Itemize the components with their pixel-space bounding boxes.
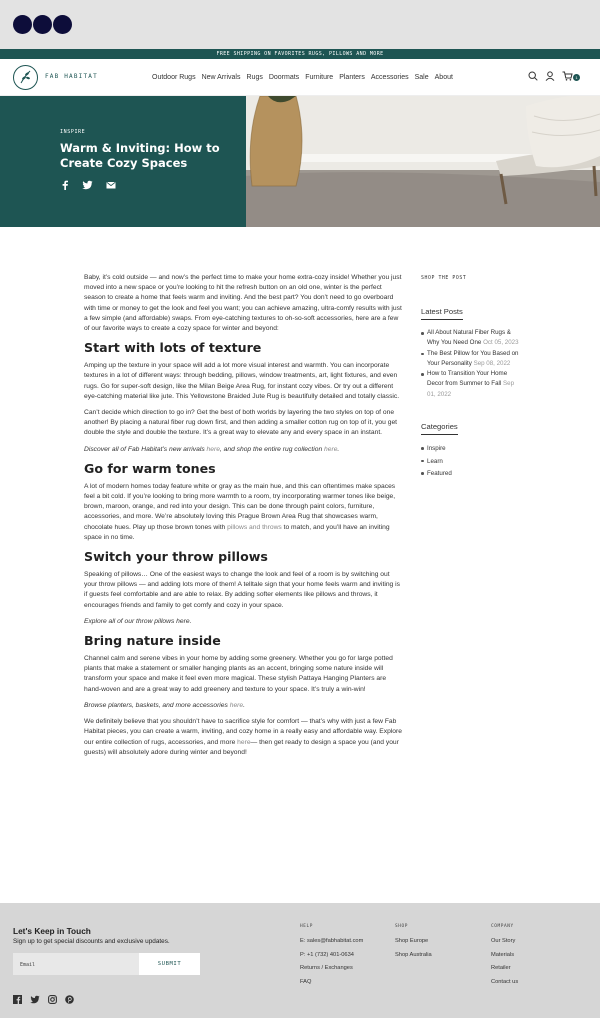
- pillows-throws-link[interactable]: pillows and throws: [227, 523, 282, 531]
- materials-link[interactable]: Materials: [491, 951, 515, 958]
- new-arrivals-link[interactable]: here: [206, 445, 220, 453]
- site-header: [0, 59, 600, 96]
- window-dot-3[interactable]: [53, 15, 72, 34]
- section-heading-throw-pillows: Switch your throw pillows: [84, 549, 268, 565]
- instagram-icon[interactable]: [48, 995, 57, 1004]
- latest-posts-heading: Latest Posts: [421, 307, 463, 320]
- newsletter-subtitle: Sign up to get special discounts and exclusive updates.: [13, 938, 170, 945]
- help-heading: HELP: [300, 924, 313, 929]
- email-input[interactable]: Email: [13, 953, 139, 975]
- rug-collection-link[interactable]: here: [324, 445, 338, 453]
- shop-europe-link[interactable]: Shop Europe: [395, 938, 429, 944]
- cart-icon[interactable]: [562, 71, 573, 81]
- hero-kicker[interactable]: INSPIRE: [60, 129, 86, 135]
- section-heading-texture: Start with lots of texture: [84, 340, 262, 356]
- paragraph: Speaking of pillows… One of the easiest ways to change the look and feel of a room is by switching out your throw pillows — and adding lots more of them! A telltale sign that your home feels warm and inviting is if guests feel comfortable and are able to relax. By adding softer elements like pillows and throws, it encourages friends and family to get comfy and cozy in your space.: [84, 571, 400, 609]
- post-title[interactable]: All About Natural Fiber Rugs & Why You Need One: [427, 329, 511, 347]
- nav-outdoor-rugs[interactable]: Outdoor Rugs: [152, 74, 196, 81]
- facebook-icon[interactable]: [61, 180, 69, 190]
- newsletter-title: Let's Keep in Touch: [13, 926, 91, 936]
- paragraph: [84, 701, 404, 711]
- company-heading: COMPANY: [491, 924, 514, 929]
- social-links: [13, 995, 74, 1004]
- collection-link[interactable]: here: [237, 738, 251, 746]
- sidebar: [421, 276, 521, 503]
- contact-phone-link[interactable]: P: +1 (732) 401-0634: [300, 951, 354, 958]
- nav-new-arrivals[interactable]: New Arrivals: [201, 74, 241, 81]
- promo-bar: FREE SHIPPING ON FAVORITES RUGS, PILLOWS AND MORE: [0, 49, 600, 59]
- section-heading-warm-tones: Go for warm tones: [84, 460, 216, 476]
- post-title[interactable]: The Best Pillow for You Based on Your Personality: [427, 349, 519, 367]
- email-share-icon[interactable]: [106, 180, 116, 190]
- article-intro: Baby, it’s cold outside — and now’s the perfect time to make your home extra-cozy inside! Whether you just moved into a new space or you’re looking to hit the refresh button on an old one, winter is the perfect season to create a home that feels warm and inviting. And the best part? You don’t need to go overboard with time or money to get the look and feel you want; you can achieve amazing, ultra-comfy results with just a few simple (and affordable) swaps. From eye-catching textures to oh-so-soft accessories, here are a few of our favorite ways to create a cozy space for winter and beyond:: [84, 274, 402, 333]
- shop-column: [395, 924, 432, 962]
- category-learn[interactable]: Learn: [421, 456, 521, 469]
- hero-panel: [0, 96, 246, 227]
- nav-about[interactable]: About: [434, 74, 453, 81]
- browser-chrome: [0, 0, 600, 49]
- faq-link[interactable]: FAQ: [300, 979, 312, 986]
- shop-the-post-label: SHOP THE POST: [421, 276, 467, 281]
- paragraph: [84, 617, 404, 627]
- categories-list: [421, 443, 521, 481]
- retailer-link[interactable]: Retailer: [491, 965, 511, 972]
- section-heading-nature: Bring nature inside: [84, 633, 221, 649]
- paragraph-text: We definitely believe that you shouldn’t have to sacrifice style for comfort — that’s why with just a few Fab Habitat pieces, you can create a warm, inviting, and cozy home in a really easy and affordable way. Explore our entire collection of rugs, accessories, and more: [84, 718, 402, 746]
- cart-count-badge: 1: [573, 74, 580, 81]
- our-story-link[interactable]: Our Story: [491, 938, 516, 944]
- contact-us-link[interactable]: Contact us: [491, 979, 519, 986]
- share-links: [61, 180, 116, 190]
- paragraph-text: to match, and you’ll have an inviting space in no time.: [84, 523, 390, 541]
- window-dot-1[interactable]: [13, 15, 32, 34]
- paragraph-text: , and shop the entire rug collection: [219, 445, 325, 453]
- latest-posts-list: [421, 328, 521, 400]
- brand-name[interactable]: FAB HABITAT: [45, 73, 98, 80]
- hero-image: [246, 96, 600, 227]
- list-item[interactable]: [421, 328, 521, 349]
- paragraph: [84, 445, 404, 455]
- returns-link[interactable]: Returns / Exchanges: [300, 965, 353, 972]
- shop-australia-link[interactable]: Shop Australia: [395, 951, 432, 958]
- twitter-icon[interactable]: [30, 995, 40, 1004]
- list-item[interactable]: [421, 349, 521, 370]
- pinterest-icon[interactable]: [65, 995, 74, 1004]
- nav-furniture[interactable]: Furniture: [305, 74, 334, 81]
- contact-email-link[interactable]: E: sales@fabhabitat.com: [300, 938, 364, 944]
- paragraph-text: Discover all of Fab Habitat’s new arrivals: [84, 445, 207, 453]
- post-date: Sep 08, 2022: [473, 359, 511, 367]
- search-icon[interactable]: [528, 71, 538, 81]
- company-column: [491, 924, 518, 990]
- accessories-link[interactable]: here: [229, 701, 244, 709]
- facebook-icon[interactable]: [13, 995, 22, 1004]
- category-inspire[interactable]: Inspire: [421, 443, 521, 456]
- window-dot-2[interactable]: [33, 15, 52, 34]
- paragraph: Can’t decide which direction to go in? Get the best of both worlds by layering the two styles on top of one another! By placing a natural fiber rug down first, and then adding a smaller cotton rug on top of it, you get double the style and double the texture. It’s a great way to elevate any and every space in an instant.: [84, 409, 398, 437]
- site-footer: [0, 903, 600, 1018]
- nav-accessories[interactable]: Accessories: [370, 74, 409, 81]
- paragraph: [84, 482, 404, 543]
- submit-button[interactable]: SUBMIT: [139, 953, 200, 975]
- paragraph: Channel calm and serene vibes in your home by adding some greenery. Whether you go for large potted plants that make a statement or smaller hanging plants as an accent, bringing some nature inside will transform your space and make it feel even more magical. These stylish Pattaya Hanging Planters are hand-woven and are a great way to add greenery and texture to your space. It’s truly a win-win!: [84, 655, 393, 693]
- post-date: Oct 05, 2023: [483, 339, 519, 347]
- nav-planters[interactable]: Planters: [339, 74, 365, 81]
- post-date: Sep 01, 2022: [427, 380, 515, 398]
- nav-sale[interactable]: Sale: [414, 74, 429, 81]
- nav-doormats[interactable]: Doormats: [268, 74, 300, 81]
- shop-heading: SHOP: [395, 924, 408, 929]
- paragraph: [84, 717, 404, 758]
- paragraph-text: .: [243, 701, 245, 709]
- main-nav: [152, 74, 459, 81]
- list-item[interactable]: [421, 369, 521, 400]
- page-title: Warm & Inviting: How to Create Cozy Spaces: [60, 141, 220, 170]
- logo-icon[interactable]: [13, 65, 38, 90]
- category-featured[interactable]: Featured: [421, 468, 521, 481]
- twitter-icon[interactable]: [82, 180, 93, 190]
- nav-rugs[interactable]: Rugs: [246, 74, 263, 81]
- paragraph-text: — then get ready to design a space you (and your guests) will absolutely adore during winter and beyond!: [84, 738, 399, 756]
- account-icon[interactable]: [545, 71, 555, 81]
- categories-heading: Categories: [421, 422, 458, 435]
- throw-pillows-link[interactable]: Explore all of our throw pillows here.: [84, 617, 192, 625]
- post-title[interactable]: How to Transition Your Home Decor from Summer to Fall: [427, 370, 508, 388]
- help-column: [300, 924, 363, 990]
- paragraph-text: A lot of modern homes today feature white or gray as the main hue, and this can oftentimes make spaces feel a bit cold. If you’re looking to bring more warmth to a room, try incorporating warmer tones like beige, brown, maroon, orange, and red into your design. This can be done through paint colors, furniture, accessories, and more. We’re absolutely loving this Prague Brown Area Rug that showcases warm, chocolate hues. Play up those brown tones with: [84, 482, 396, 531]
- paragraph-text: .: [337, 445, 340, 453]
- article-body: [84, 273, 404, 764]
- paragraph: Amping up the texture in your space will add a lot more visual interest and warmth. You can incorporate textures in a lot of different ways: through bedding, pillows, window treatments, art, light fixtures, and even rugs. Go for super-soft design, like the Milan Beige Area Rug, for instant cozy vibes. Or try out a different eye-catching material like jute. This Yellowstone Braided Jute Rug is beautifully detailed and totally classic.: [84, 362, 400, 400]
- paragraph-text: Browse planters, baskets, and more accessories: [84, 701, 230, 709]
